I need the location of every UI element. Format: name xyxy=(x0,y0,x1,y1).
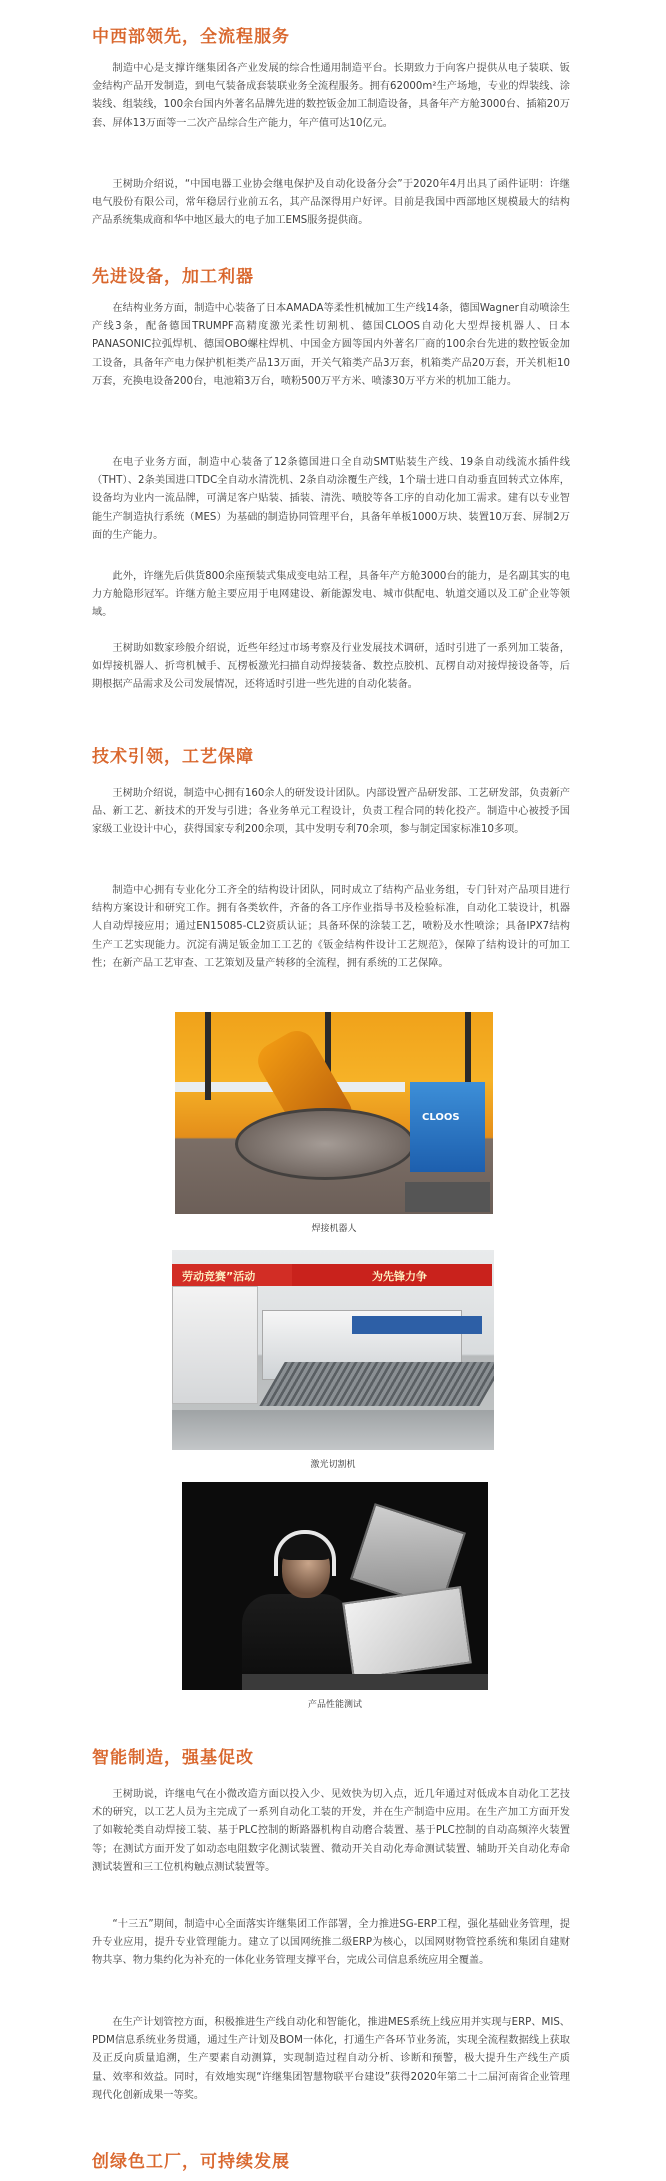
banner-text: 为先锋力争 xyxy=(372,1270,427,1283)
section-heading-5: 创绿色工厂，可持续发展 xyxy=(92,2152,290,2172)
paragraph: 王树助说，许继电气在小微改造方面以投入少、见效快为切入点，近几年通过对低成本自动化工艺技术的研究，以工艺人员为主完成了一系列自动化工装的开发，并在生产制造中应用。在生产加工方面开发了如鞍轮类自动焊接工装、基于PLC控制的断路器机构自动磨合装置、基于PLC控制的自动高频淬火装置等；在测试方面开发了如动态电阻数字化测试装置、微动开关自动化寿命测试装置、辅助开关自动化寿命测试装置和三工位机构触点测试装置等。 xyxy=(92,1789,570,1873)
figure-caption: 焊接机器人 xyxy=(311,1224,357,1234)
figure-caption: 激光切割机 xyxy=(310,1460,356,1470)
section-heading-1: 中西部领先，全流程服务 xyxy=(92,27,290,47)
paragraph: 王树助介绍说，制造中心拥有160余人的研发设计团队。内部设置产品研发部、工艺研发部，负责新产品、新工艺、新技术的开发与引进；各业务单元工程设计，负责工程合同的转化投产。制造中心被授予国家级工业设计中心，获得国家专利200余项，其中发明专利70余项，参与制定国家标准10多项。 xyxy=(92,788,570,836)
figure-caption: 产品性能测试 xyxy=(307,1700,362,1710)
section-heading-2: 先进设备，加工利器 xyxy=(92,267,254,287)
product-testing-photo xyxy=(182,1482,488,1690)
paragraph: 此外，许继先后供货800余座预装式集成变电站工程，具备年产方舱3000台的能力，是名副其实的电力方舱隐形冠军。许继方舱主要应用于电网建设、新能源发电、城市供配电、轨道交通以及工矿企业等领域。 xyxy=(92,571,570,619)
paragraph: 王树助介绍说，“中国电器工业协会继电保护及自动化设备分会”于2020年4月出具了函件证明：许继电气股份有限公司，常年稳居行业前五名，其产品深得用户好评。目前是我国中西部地区规模最大的结构产品系统集成商和华中地区最大的电子加工EMS服务提供商。 xyxy=(92,179,570,227)
paragraph: 在电子业务方面，制造中心装备了12条德国进口全自动SMT贴装生产线、19条自动线流水插件线（THT）、2条美国进口TDC全自动水清洗机、2条自动涂覆生产线，1个瑞士进口自动垂直回转式立体库，设备均为业内一流品牌，可满足客户贴装、插装、清洗、喷胶等各工序的自动化加工需求。建有以专业智能生产制造执行系统（MES）为基础的制造协同管理平台，具备年单板1000万块、装置10万套、屏制2万面的生产能力。 xyxy=(92,457,570,541)
paragraph: 在结构业务方面，制造中心装备了日本AMADA等柔性机械加工生产线14条，德国Wagner自动喷涂生产线3条，配备德国TRUMPF高精度激光柔性切割机、德国CLOOS自动化大型焊接机器人、日本PANASONIC拉弧焊机、德国OBO螺柱焊机、中国金方圆等国内外著名厂商的100余台先进的数控钣金加工设备，具备年产电力保护机柜类产品13万面，开关气箱类产品3万套，机箱类产品20万套，开关机柜10万套，充换电设备200台，电池箱3万台，喷粉500万平方米、喷漆30万平方米的机加工能力。 xyxy=(92,303,570,387)
paragraph: 王树助如数家珍般介绍说，近些年经过市场考察及行业发展技术调研，适时引进了一系列加工装备，如焊接机器人、折弯机械手、瓦楞板激光扫描自动焊接装备、数控点胶机、瓦楞自动对接焊接设备等，后期根据产品需求及公司发展情况，还将适时引进一些先进的自动化装备。 xyxy=(92,643,570,691)
paragraph: 制造中心是支撑许继集团各产业发展的综合性通用制造平台。长期致力于向客户提供从电子装联、钣金结构产品开发制造，到电气装备成套装联业务全流程服务。拥有62000m²生产场地，专业的焊装线、涂装线、组装线，100余台国内外著名品牌先进的数控钣金加工制造设备，具备年产方舱3000台、插箱20万套、屏体13万面等一二次产品综合生产能力，年产值可达10亿元。 xyxy=(92,63,570,129)
banner-text: 劳动竞赛”活动 xyxy=(182,1270,256,1283)
section-heading-3: 技术引领，工艺保障 xyxy=(92,747,254,767)
paragraph: “十三五”期间，制造中心全面落实许继集团工作部署，全力推进SG-ERP工程，强化基础业务管理，提升专业应用，提升专业管理能力。建立了以国网统推二级ERP为核心，以国网财物管控系统和集团自建财物共享、物力集约化为补充的一体化业务管理支撑平台，完成公司信息系统应用全覆盖。 xyxy=(92,1919,570,1967)
headphones-icon xyxy=(274,1530,336,1576)
section-heading-4: 智能制造，强基促改 xyxy=(92,1748,254,1768)
paragraph: 在生产计划管控方面，积极推进生产线自动化和智能化，推进MES系统上线应用并实现与ERP、MIS、PDM信息系统业务贯通，通过生产计划及BOM一体化，打通生产各环节业务流，实现全流程数据线上获取及正反向质量追溯，生产要素自动测算，实现制造过程自动分析、诊断和预警，极大提升生产线生产质量、效率和效益。同时，有效地实现“许继集团智慧物联平台建设”获得2020年第二十二届河南省企业管理现代化创新成果一等奖。 xyxy=(92,2017,570,2101)
paragraph: 制造中心拥有专业化分工齐全的结构设计团队，同时成立了结构产品业务组，专门针对产品项目进行结构方案设计和研究工作。拥有各类软件，齐备的各工序作业指导书及检验标准，自动化工装设计，机器人自动焊接应用；通过EN15085-CL2资质认证；具备环保的涂装工艺，喷粉及水性喷涂；具备IPX7结构生产工艺实现能力。沉淀有满足钣金加工工艺的《钣金结构件设计工艺规范》，保障了结构设计的可加工性；在新产品工艺审查、工艺策划及量产转移的全流程，拥有系统的工艺保障。 xyxy=(92,885,570,969)
cloos-logo: CLOOS xyxy=(422,1112,460,1123)
laser-cutter-photo xyxy=(172,1250,494,1450)
welding-robot-photo xyxy=(175,1012,493,1214)
